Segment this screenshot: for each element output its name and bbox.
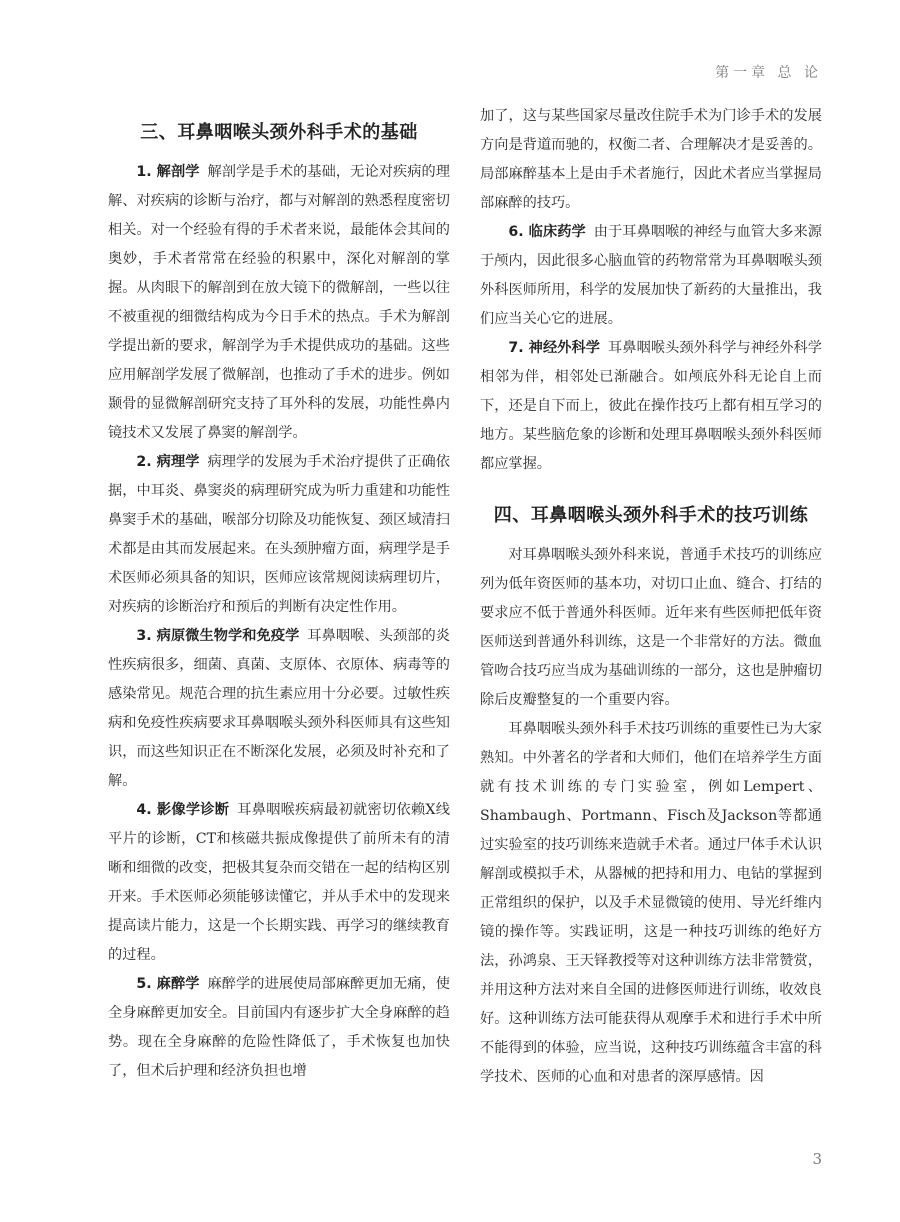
section-4-title: 四、耳鼻咽喉头颈外科手术的技巧训练 — [493, 505, 809, 526]
subhead-microbiology: 3. 病原微生物学和免疫学 — [136, 628, 300, 644]
paragraph-anesthesia — [108, 970, 450, 1086]
text-pharmacy: 由于耳鼻咽喉的神经与血管大多来源于颅内，因此很多心脑血管的药物常常为耳鼻咽喉头颈外科医师所用，科学的发展加快了新药的大量推出，我们应当关心它的进展。 — [480, 224, 822, 327]
paragraph-anatomy — [108, 158, 450, 448]
paragraph-pathology — [108, 448, 450, 622]
subhead-imaging: 4. 影像学诊断 — [136, 802, 230, 818]
text-pathology: 病理学的发展为手术治疗提供了正确依据，中耳炎、鼻窦炎的病理研究成为听力重建和功能性鼻窦手术的基础，喉部分切除及功能恢复、颈区域清扫术都是由其而发展起来。在头颈肿瘤方面，病理学是手术医师必须具备的知识，医师应该常规阅读病理切片，对疾病的诊断治疗和预后的判断有决定性作用。 — [108, 454, 450, 615]
paragraph-training-2: 耳鼻咽喉头颈外科手术技巧训练的重要性已为大家熟知。中外著名的学者和大师们，他们在培养学生方面就有技术训练的专门实验室，例如Lempert、Shambaugh、Portmann、Fisch及Jackson等都通过实验室的技巧训练来造就手术者。通过尸体手术认识解剖或模拟手术，从器械的把持和用力、电钻的掌握到正常组织的保护，以及手术显微镜的使用、导光纤维内镜的操作等。实践证明，这是一种技巧训练的绝好方法，孙鸿泉、王天铎教授等对这种训练方法非常赞赏，并用这种方法对来自全国的进修医师进行训练，收效良好。这种训练方法可能获得从观摩手术和进行手术中所不能得到的体验，应当说，这种技巧训练蕴含丰富的科学技术、医师的心血和对患者的深厚感情。因 — [480, 721, 822, 1085]
section-3-title: 三、耳鼻咽喉头颈外科手术的基础 — [140, 122, 418, 143]
paragraph-neurosurgery — [480, 334, 822, 479]
subhead-pharmacy: 6. 临床药学 — [508, 224, 586, 240]
text-anatomy: 解剖学是手术的基础，无论对疾病的理解、对疾病的诊断与治疗，都与对解剖的熟悉程度密切相关。对一个经验有得的手术者来说，最能体会其间的奥妙，手术者常常在经验的积累中，深化对解剖的掌握。从肉眼下的解剖到在放大镜下的微解剖，一些以往不被重视的细微结构成为今日手术的热点。手术为解剖学提出新的要求，解剖学为手术提供成功的基础。这些应用解剖学发展了微解剖，也推动了手术的进步。例如颞骨的显微解剖研究支持了耳外科的发展，功能性鼻内镜技术又发展了鼻窦的解剖学。 — [108, 164, 450, 441]
right-column — [480, 102, 822, 1092]
text-imaging: 耳鼻咽喉疾病最初就密切依赖X线平片的诊断，CT和核磁共振成像提供了前所未有的清晰和细微的改变，把极其复杂而交错在一起的结构区别开来。手术医师必须能够读懂它，并从手术中的发现来提高读片能力，这是一个长期实践、再学习的继续教育的过程。 — [108, 802, 450, 963]
subhead-neurosurgery: 7. 神经外科学 — [508, 340, 601, 356]
paragraph-anesthesia-continued: 加了，这与某些国家尽量改住院手术为门诊手术的发展方向是背道而驰的，权衡二者、合理解决才是妥善的。局部麻醉基本上是由手术者施行，因此术者应当掌握局部麻醉的技巧。 — [480, 108, 822, 211]
text-neurosurgery: 耳鼻咽喉头颈外科学与神经外科学相邻为伴，相邻处已渐融合。如颅底外科无论自上而下，还是自下而上，彼此在操作技巧上都有相互学习的地方。某些脑危象的诊断和处理耳鼻咽喉头颈外科医师都应掌握。 — [480, 340, 822, 472]
subhead-anesthesia: 5. 麻醉学 — [136, 976, 200, 992]
text-microbiology: 耳鼻咽喉、头颈部的炎性疾病很多，细菌、真菌、支原体、衣原体、病毒等的感染常见。规范合理的抗生素应用十分必要。过敏性疾病和免疫性疾病要求耳鼻咽喉头颈外科医师具有这些知识，而这些知识正在不断深化发展，必须及时补充和了解。 — [108, 628, 450, 789]
paragraph-training-1: 对耳鼻咽喉头颈外科来说，普通手术技巧的训练应列为低年资医师的基本功，对切口止血、缝合、打结的要求应不低于普通外科医师。近年来有些医师把低年资医师送到普通外科训练，这是一个非常好的方法。微血管吻合技巧应当成为基础训练的一部分，这也是肿瘤切除后皮瓣整复的一个重要内容。 — [480, 547, 822, 708]
page-number: 3 — [812, 1150, 822, 1168]
subhead-pathology: 2. 病理学 — [136, 454, 200, 470]
subhead-anatomy: 1. 解剖学 — [136, 164, 200, 180]
paragraph-microbiology — [108, 622, 450, 796]
left-column — [108, 118, 450, 1086]
paragraph-imaging — [108, 796, 450, 970]
running-head: 第一章 总 论 — [715, 65, 822, 81]
text-anesthesia: 麻醉学的进展使局部麻醉更加无痛，使全身麻醉更加安全。目前国内有逐步扩大全身麻醉的趋势。现在全身麻醉的危险性降低了，手术恢复也加快了，但术后护理和经济负担也增 — [108, 976, 450, 1079]
paragraph-pharmacy — [480, 218, 822, 334]
